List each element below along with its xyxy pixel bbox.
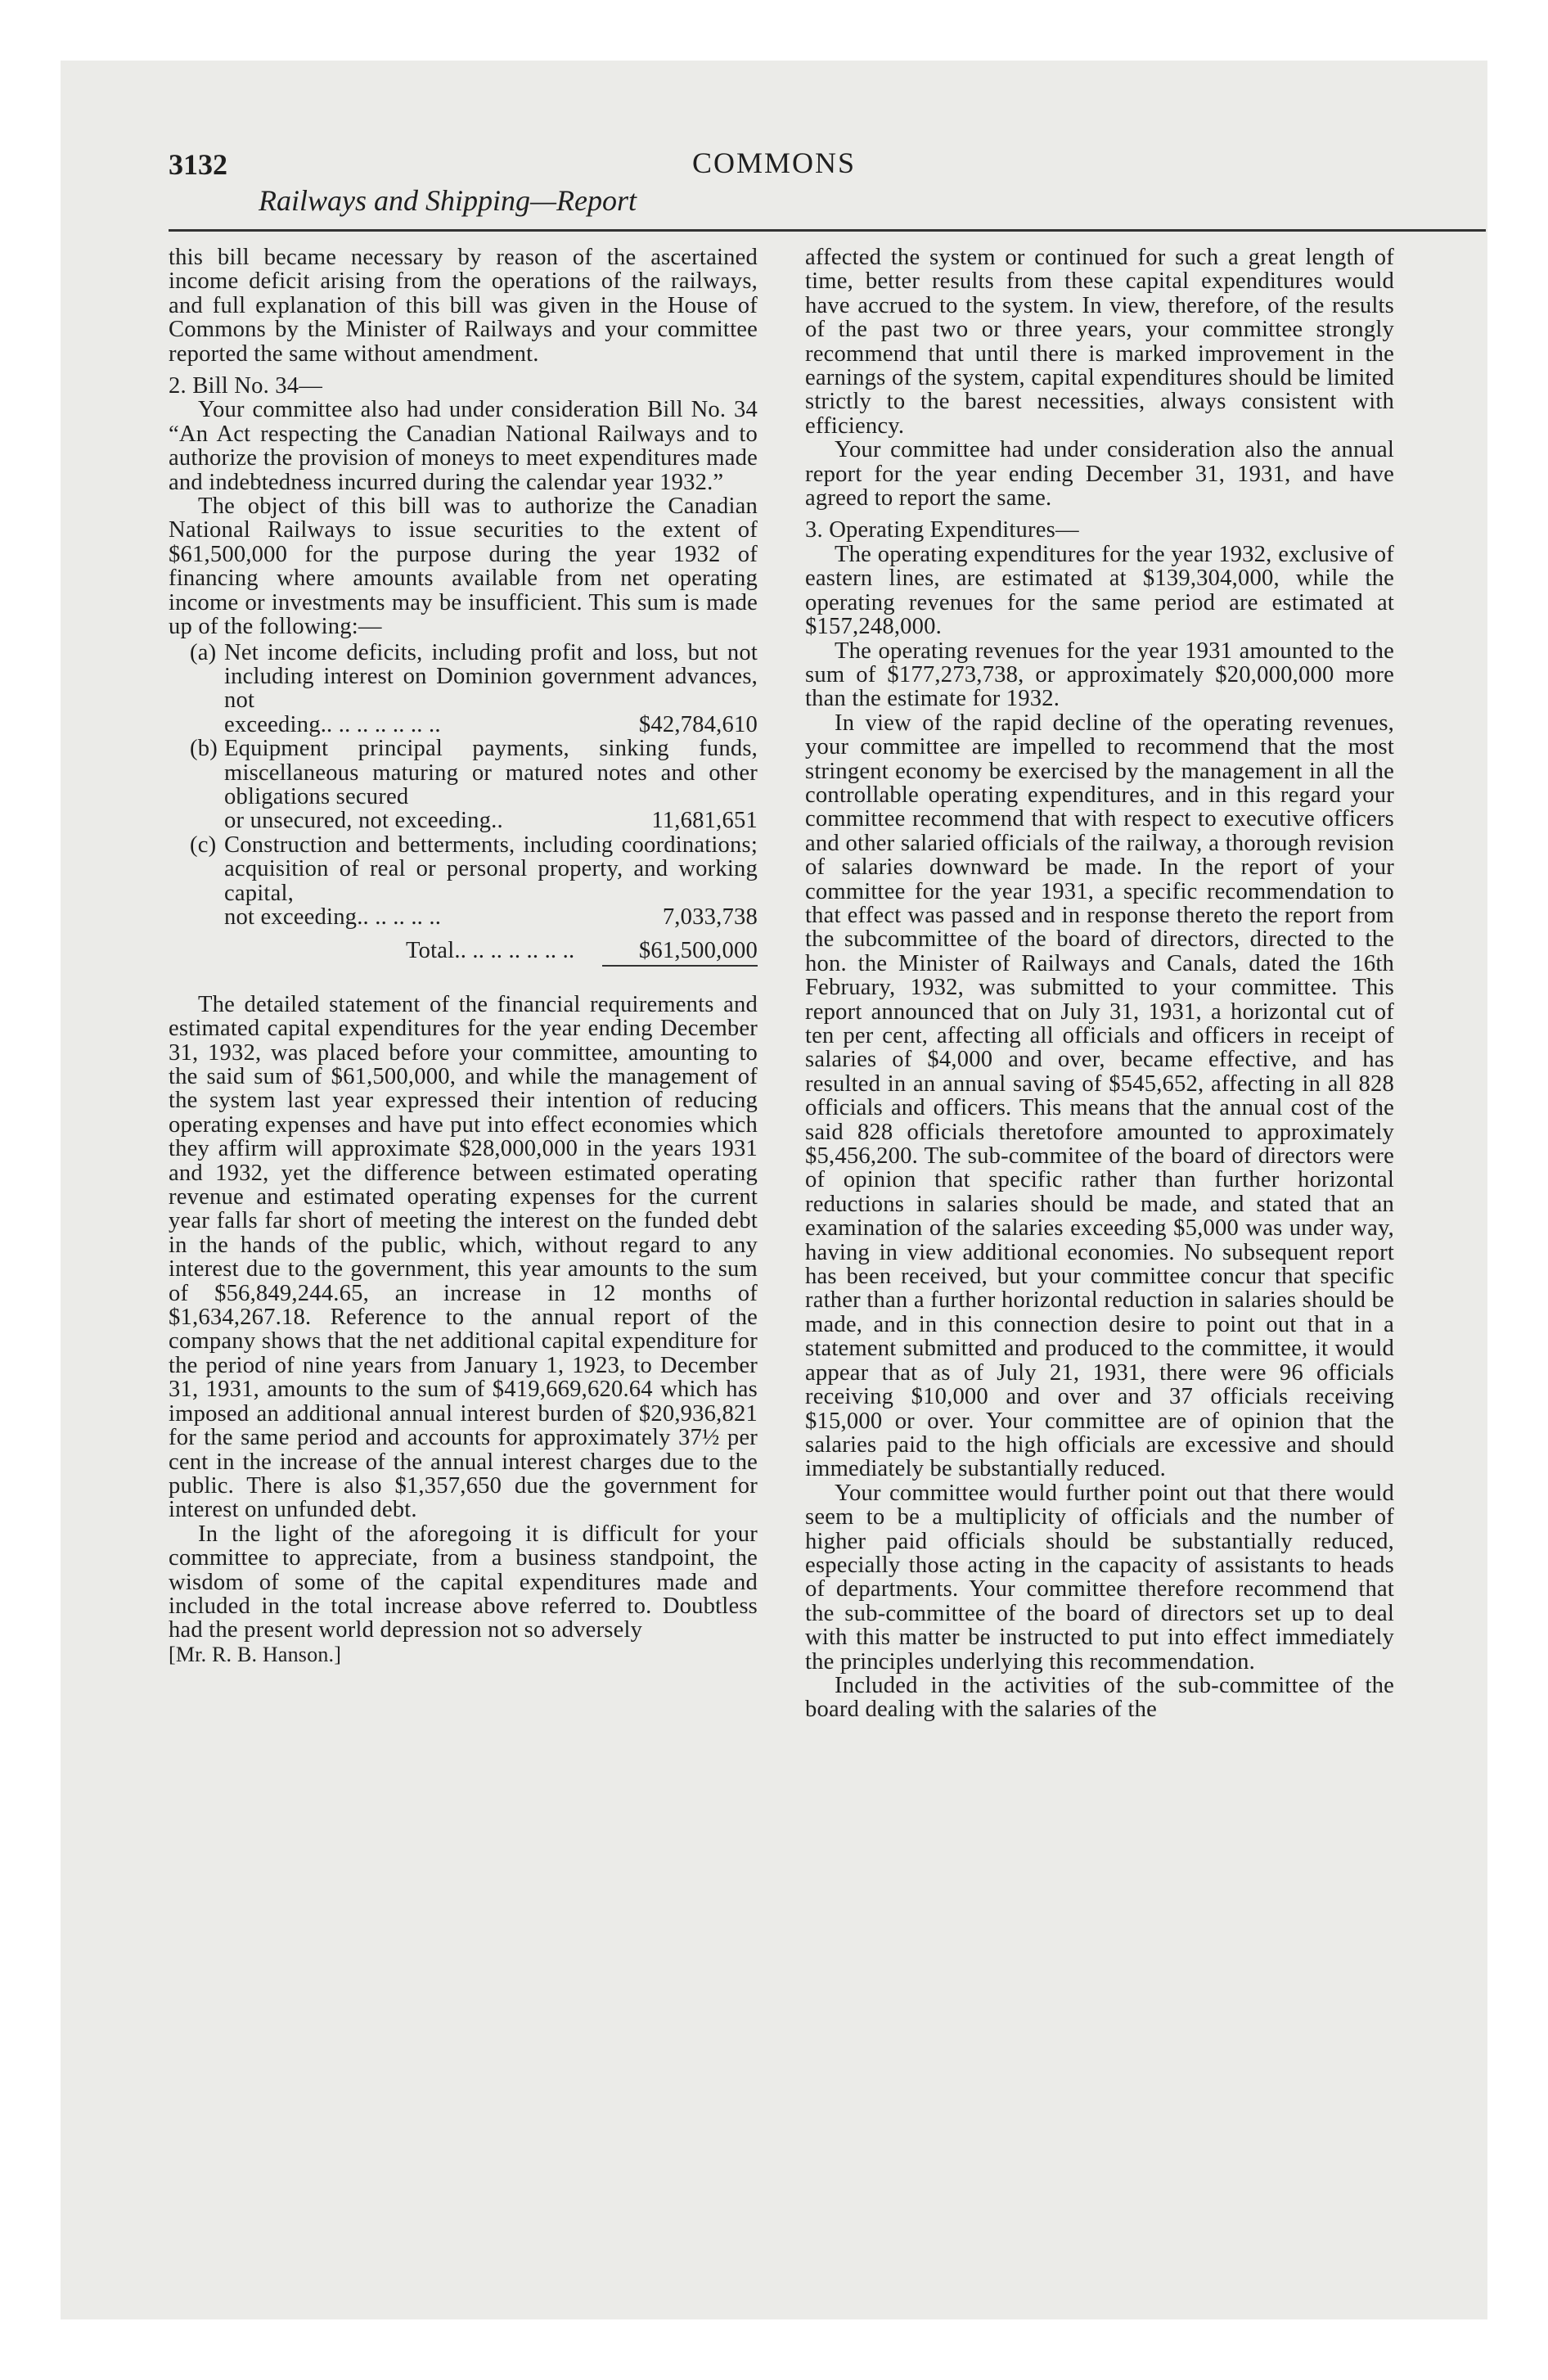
total-amount: $61,500,000 [638,938,758,964]
total-underline [602,965,758,967]
paragraph: In the light of the aforegoing it is difficult for your committee to appreciate, from a business standpoint, the wisdom of some of the capital expenditures made and included in the total increase above referred to. Doubtless had the present world depression not so adversely [169,1521,758,1643]
paragraph: The operating expenditures for the year 1932, exclusive of eastern lines, are estimated at $139,304,000, while the operating revenues for the same period are estimated at $157,248,000. [805,541,1394,640]
item-text-end: or unsecured, not exceeding [224,809,492,833]
expenditure-list [169,641,758,967]
paragraph: affected the system or continued for such a great length of time, better results from these capital expenditures would have accrued to the system. In view, therefore, of the results of the past two or three years, your committee strongly recommend that until there is marked improvement in the earnings of the system, capital expenditures should be limited strictly to the barest necessities, always consistent with efficiency. [805,245,1394,439]
paragraph: The operating revenues for the year 1931 amounted to the sum of $177,273,738, or approximately $20,000,000 more than the estimate for 1932. [805,638,1394,712]
item-amount: $42,784,610 [638,711,758,737]
header-rule [169,229,1486,232]
item-amount: 7,033,738 [662,904,758,930]
item-text: Net income deficits, including profit and loss, but not including interest on Dominion government advances, not [224,639,758,714]
left-column [169,246,758,1666]
dot-leaders: .. .. .. .. .. [357,904,442,930]
list-item [169,641,758,737]
list-item [169,833,758,930]
page-number: 3132 [169,148,227,181]
right-column [805,246,1394,1722]
paragraph: The object of this bill was to authorize the Canadian National Railways to issue securities to the extent of $61,500,000 for the purpose during the year 1932 of financing where amounts available from net operating income or investments may be insufficient. This sum is made up of the following:— [169,494,758,640]
section-heading: 2. Bill No. 34— [169,373,323,399]
dot-leaders: .. .. .. .. .. .. .. [454,939,575,963]
item-text-end: not exceeding [224,904,358,930]
total-row [169,939,758,962]
list-item [169,737,758,833]
item-label: (c) [190,832,217,858]
page-scan [61,61,1487,2319]
item-text: Construction and betterments, including coordinations; acquisition of real or personal property, and working capital, [224,832,758,906]
paragraph: Included in the activities of the sub-committee of the board dealing with the salaries of the [805,1672,1394,1723]
paragraph: Your committee also had under consideration Bill No. 34 “An Act respecting the Canadian National Railways and to authorize the provision of moneys to meet expenditures made and indebtedness incurred during the calendar year 1932.” [169,397,758,495]
total-label: Total [406,939,455,963]
section-heading: 3. Operating Expenditures— [805,517,1079,543]
item-label: (a) [190,639,217,665]
speaker-attribution: [Mr. R. B. Hanson.] [169,1642,342,1666]
item-text: Equipment principal payments, sinking funds, miscellaneous maturing or matured notes and other obligations secured [224,736,758,809]
dot-leaders: .. [491,809,503,833]
section-subject: Railways and Shipping—Report [259,184,637,217]
paragraph: In view of the rapid decline of the operating revenues, your committee are impelled to recommend that the most stringent economy be exercised by the management in all the controllable operating expenditures, and in this regard your committee recommend that with respect to executive officers and other salaried officials of the railway, a thorough revision of salaries downward be made. In the report of your committee for the year 1931, a specific recommendation to that effect was passed and in response thereto the report from the subcommittee of the board of directors, directed to the hon. the Minister of Railways and Canals, dated the 16th February, 1932, was submitted to your committee. This report announced that on July 31, 1931, a horizontal cut of ten per cent, affecting all officials and officers in receipt of salaries of $4,000 and over, became effective, and has resulted in an annual saving of $545,652, affecting in all 828 officials and officers. This means that the annual cost of the said 828 officials theretofore amounted to approximately $5,456,200. The sub-commitee of the board of directors were of opinion that specific rather than further horizontal reductions in salaries should be made, and stated that an examination of the salaries exceeding $5,000 was under way, having in view additional economies. No subsequent report has been received, but your committee concur that specific rather than a further horizontal reduction in salaries should be made, and in this connection desire to point out that in a statement submitted and produced to the committee, it would appear that as of July 21, 1931, there were 96 officials receiving $10,000 and over and 37 officials receiving $15,000 or over. Your committee are of opinion that the salaries paid to the high officials are excessive and should immediately be substantially reduced. [805,710,1394,1482]
paragraph: Your committee had under consideration also the annual report for the year ending December 31, 1931, and have agreed to report the same. [805,437,1394,512]
paragraph: The detailed statement of the financial requirements and estimated capital expenditures for the year ending December 31, 1932, was placed before your committee, amounting to the said sum of $61,500,000, and while the management of the system last year expressed their intention of reducing operating expenses and have put into effect economies which they affirm will approximate $28,000,000 in the years 1931 and 1932, yet the difference between estimated operating revenue and estimated operating expenses for the current year falls far short of meeting the interest on the funded debt in the hands of the public, which, without regard to any interest due to the government, this year amounts to the sum of $56,849,244.65, an increase in 12 months of $1,634,267.18. Reference to the annual report of the company shows that the net additional capital expenditure for the period of nine years from January 1, 1923, to December 31, 1931, amounts to the sum of $419,669,620.64 which has imposed an additional annual interest burden of $20,936,821 for the same period and accounts for approximately 37½ per cent in the increase of the annual interest charges due to the public. There is also $1,357,650 due the government for interest on unfunded debt. [169,991,758,1523]
item-amount: 11,681,651 [651,808,758,834]
dot-leaders: .. .. .. .. .. .. .. [320,712,441,737]
paragraph: Your committee would further point out that there would seem to be a multiplicity of officials and the number of higher paid officials should be substantially reduced, especially those acting in the capacity of assistants to heads of departments. Your committee therefore recommend that the sub-committee of the board of directors set up to deal with this matter be instructed to put into effect immediately the principles underlying this recommendation. [805,1480,1394,1675]
item-label: (b) [190,736,218,762]
item-text-end: exceeding [224,712,321,737]
running-head: COMMONS [691,146,857,179]
paragraph: this bill became necessary by reason of the ascertained income deficit arising from the operations of the railways, and full explanation of this bill was given in the House of Commons by the Minister of Railways and your committee reported the same without amendment. [169,245,758,367]
